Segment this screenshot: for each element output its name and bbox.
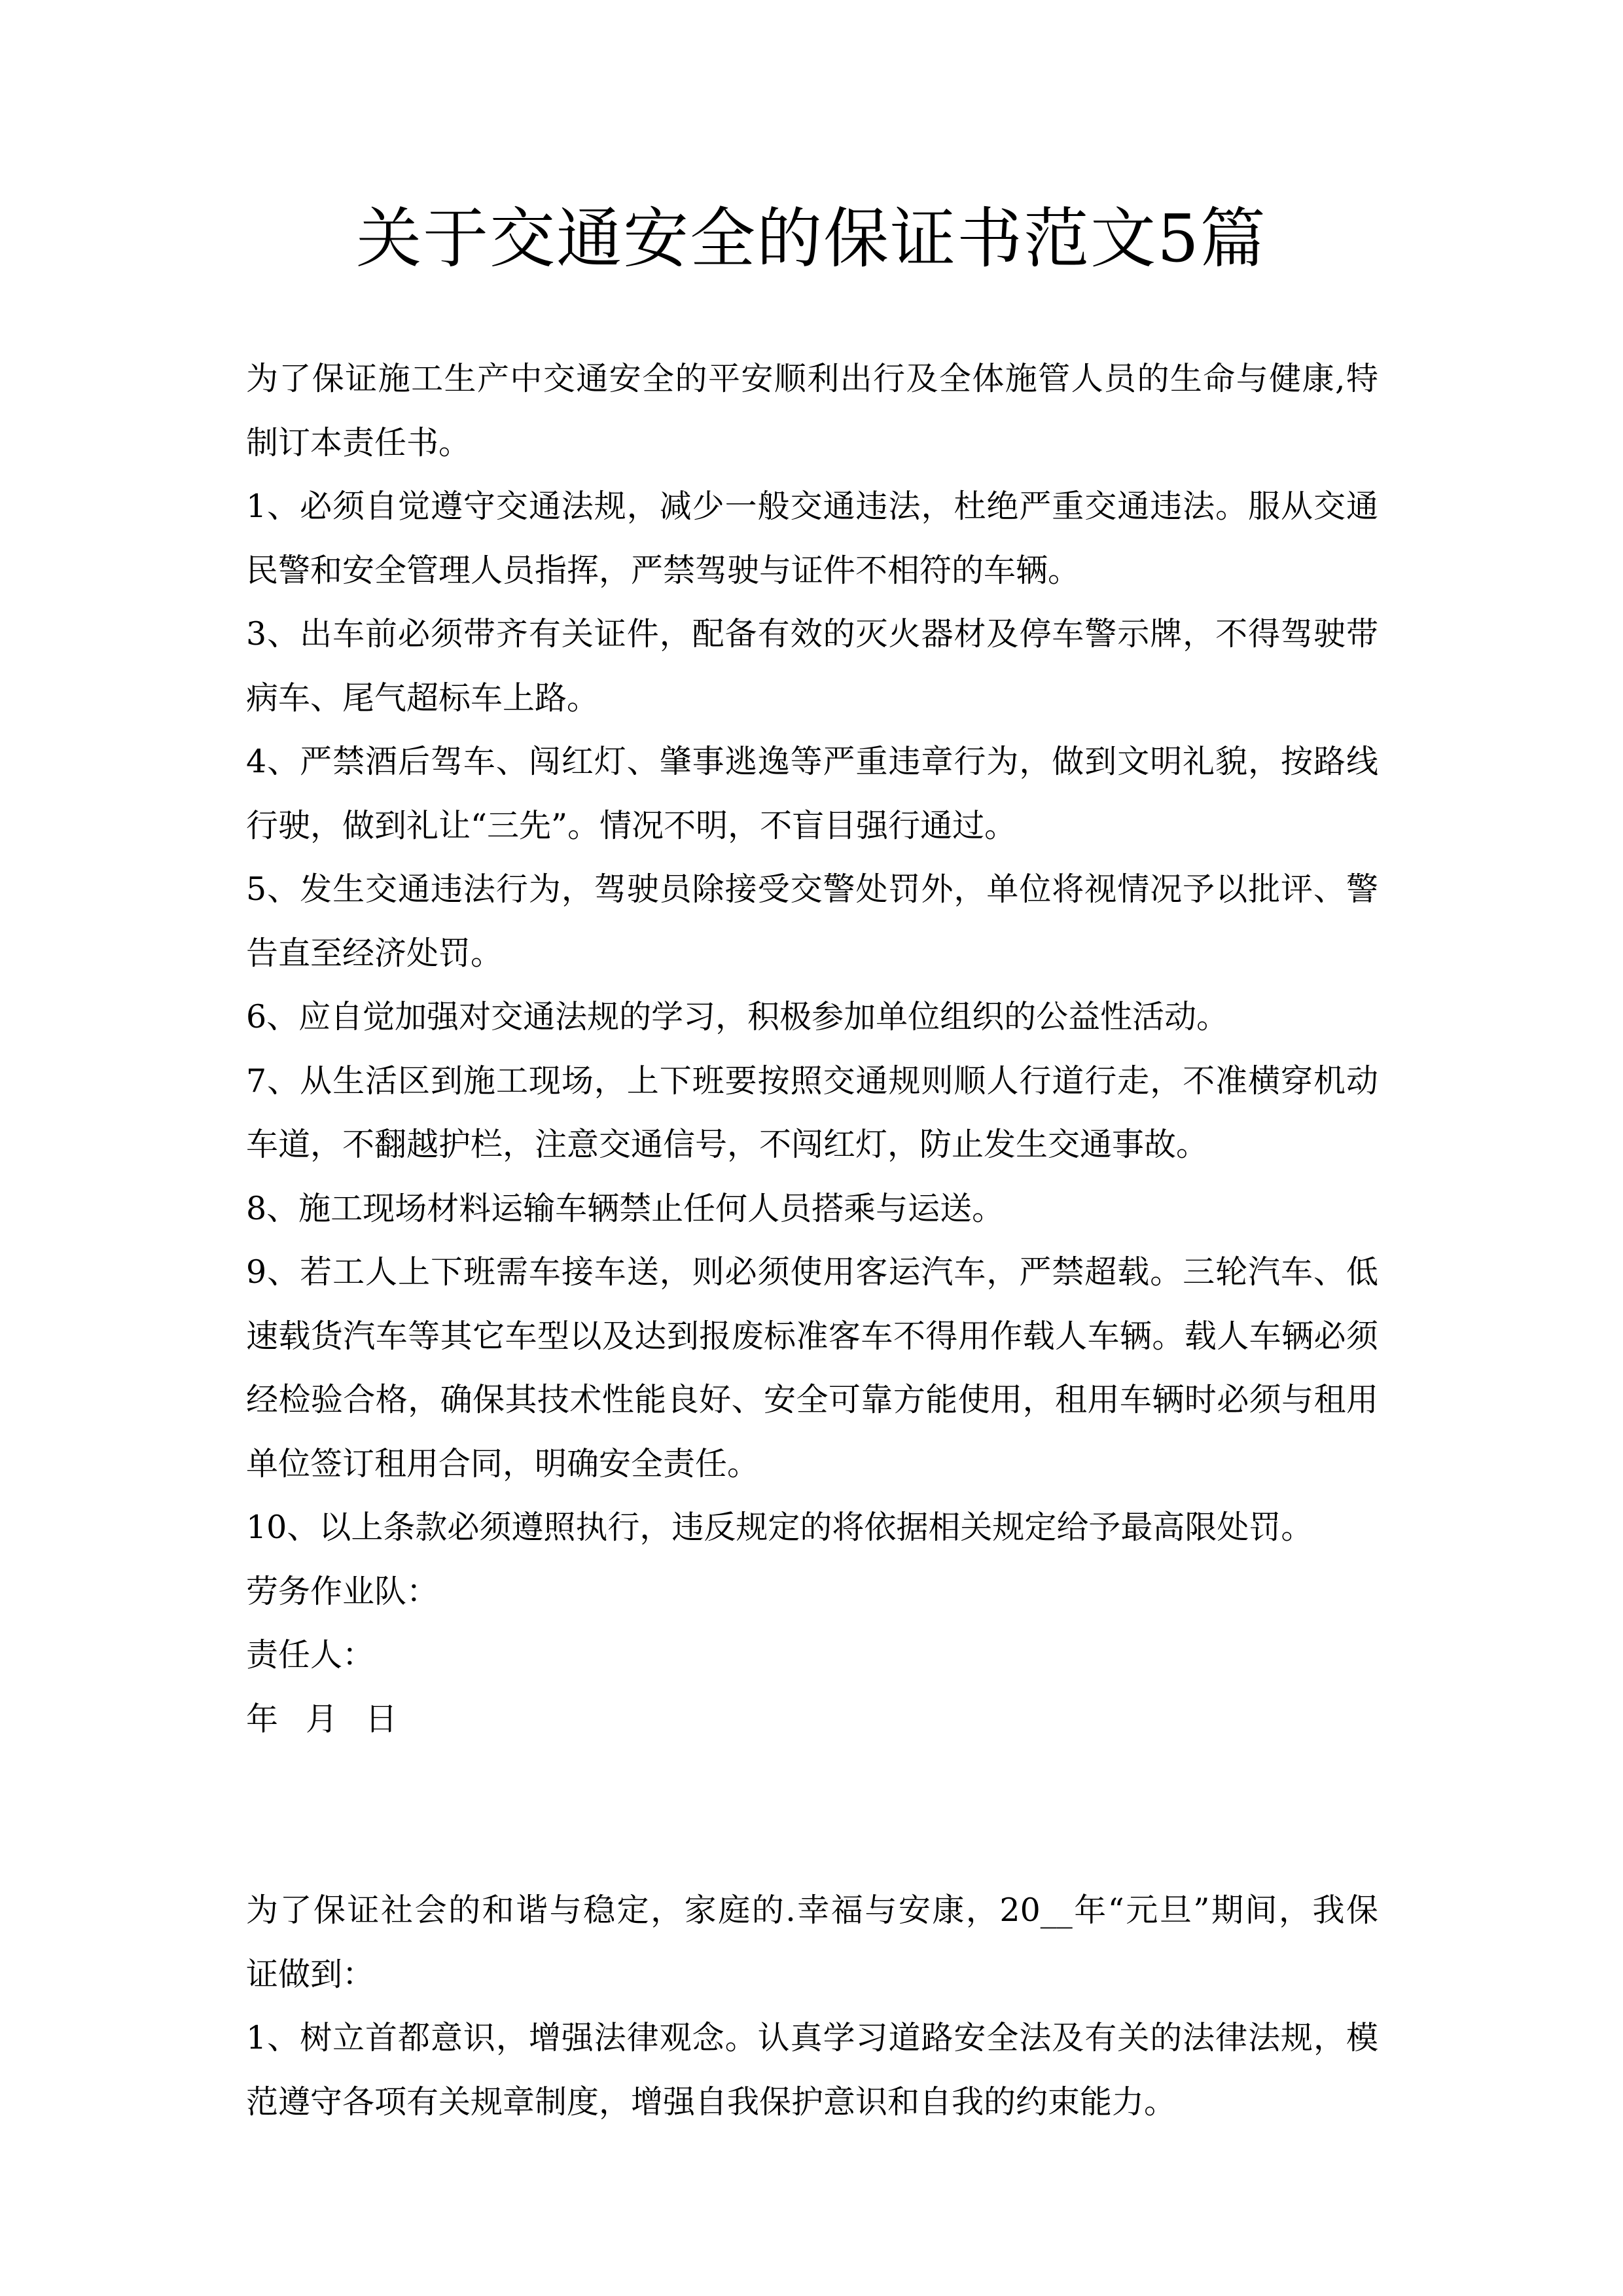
clause-line: 7、从生活区到施工现场，上下班要按照交通规则顺人行道行走，不准横穿机动 [246, 1062, 1378, 1100]
section-2 [246, 1878, 1378, 2134]
date-line [246, 1687, 1378, 1751]
clause-9 [246, 1240, 1378, 1496]
section-1 [246, 347, 1378, 1751]
intro-line: 为了保证施工生产中交通安全的平安顺利出行及全体施管人员的生命与健康,特 [246, 360, 1378, 397]
date-year: 年 [246, 1700, 279, 1738]
clause-line: 8、施工现场材料运输车辆禁止任何人员搭乘与运送。 [246, 1189, 1005, 1227]
clause-8 [246, 1177, 1378, 1241]
clause-line: 病车、尾气超标车上路。 [246, 679, 599, 717]
clause-7 [246, 1049, 1378, 1177]
document-body [246, 347, 1378, 2134]
document-title: 关于交通安全的保证书范文5篇 [356, 200, 1267, 277]
clause-line: 3、出车前必须带齐有关证件，配备有效的灭火器材及停车警示牌，不得驾驶带 [246, 615, 1378, 653]
clause-line: 10、以上条款必须遵照执行，违反规定的将依据相关规定给予最高限处罚。 [246, 1509, 1313, 1546]
clause-line: 范遵守各项有关规章制度，增强自我保护意识和自我的约束能力。 [246, 2083, 1177, 2121]
clause-5 [246, 857, 1378, 985]
clause-line: 1、必须自觉遵守交通法规，减少一般交通违法，杜绝严重交通违法。服从交通 [246, 488, 1378, 525]
clause-line: 民警和安全管理人员指挥，严禁驾驶与证件不相符的车辆。 [246, 551, 1080, 589]
pledge-1 [246, 2006, 1378, 2134]
clause-line: 车道，不翻越护栏，注意交通信号，不闯红灯，防止发生交通事故。 [246, 1126, 1209, 1163]
clause-10 [246, 1496, 1378, 1560]
section-divider [246, 1751, 1378, 1878]
clause-line: 速载货汽车等其它车型以及达到报废标准客车不得用作载人车辆。载人车辆必须 [246, 1317, 1378, 1355]
team-label: 劳务作业队： [246, 1572, 439, 1610]
clause-line: 单位签订租用合同，明确安全责任。 [246, 1444, 760, 1482]
clause-line: 经检验合格，确保其技术性能良好、安全可靠方能使用，租用车辆时必须与租用 [246, 1381, 1378, 1418]
clause-line: 4、严禁酒后驾车、闯红灯、肇事逃逸等严重违章行为，做到文明礼貌，按路线 [246, 743, 1378, 780]
intro-line: 为了保证社会的和谐与稳定，家庭的.幸福与安康，20__年“元旦”期间，我保 [246, 1892, 1378, 1929]
intro-line: 证做到： [246, 1955, 375, 1993]
date-day: 日 [365, 1700, 398, 1738]
clause-6 [246, 985, 1378, 1049]
clause-3 [246, 602, 1378, 730]
clause-line: 告直至经济处罚。 [246, 934, 503, 972]
clause-line: 6、应自觉加强对交通法规的学习，积极参加单位组织的公益性活动。 [246, 998, 1229, 1035]
signature-block [246, 1560, 1378, 1751]
date-month: 月 [306, 1700, 338, 1738]
clause-line: 9、若工人上下班需车接车送，则必须使用客运汽车，严禁超载。三轮汽车、低 [246, 1253, 1378, 1291]
intro-line: 制订本责任书。 [246, 423, 471, 461]
clause-line: 5、发生交通违法行为，驾驶员除接受交警处罚外，单位将视情况予以批评、警 [246, 870, 1378, 908]
responsible-person-label: 责任人： [246, 1636, 375, 1674]
clause-1 [246, 475, 1378, 602]
clause-line: 行驶，做到礼让“三先”。情况不明，不盲目强行通过。 [246, 806, 1017, 844]
clause-line: 1、树立首都意识，增强法律观念。认真学习道路安全法及有关的法律法规，模 [246, 2019, 1378, 2056]
clause-4 [246, 730, 1378, 857]
